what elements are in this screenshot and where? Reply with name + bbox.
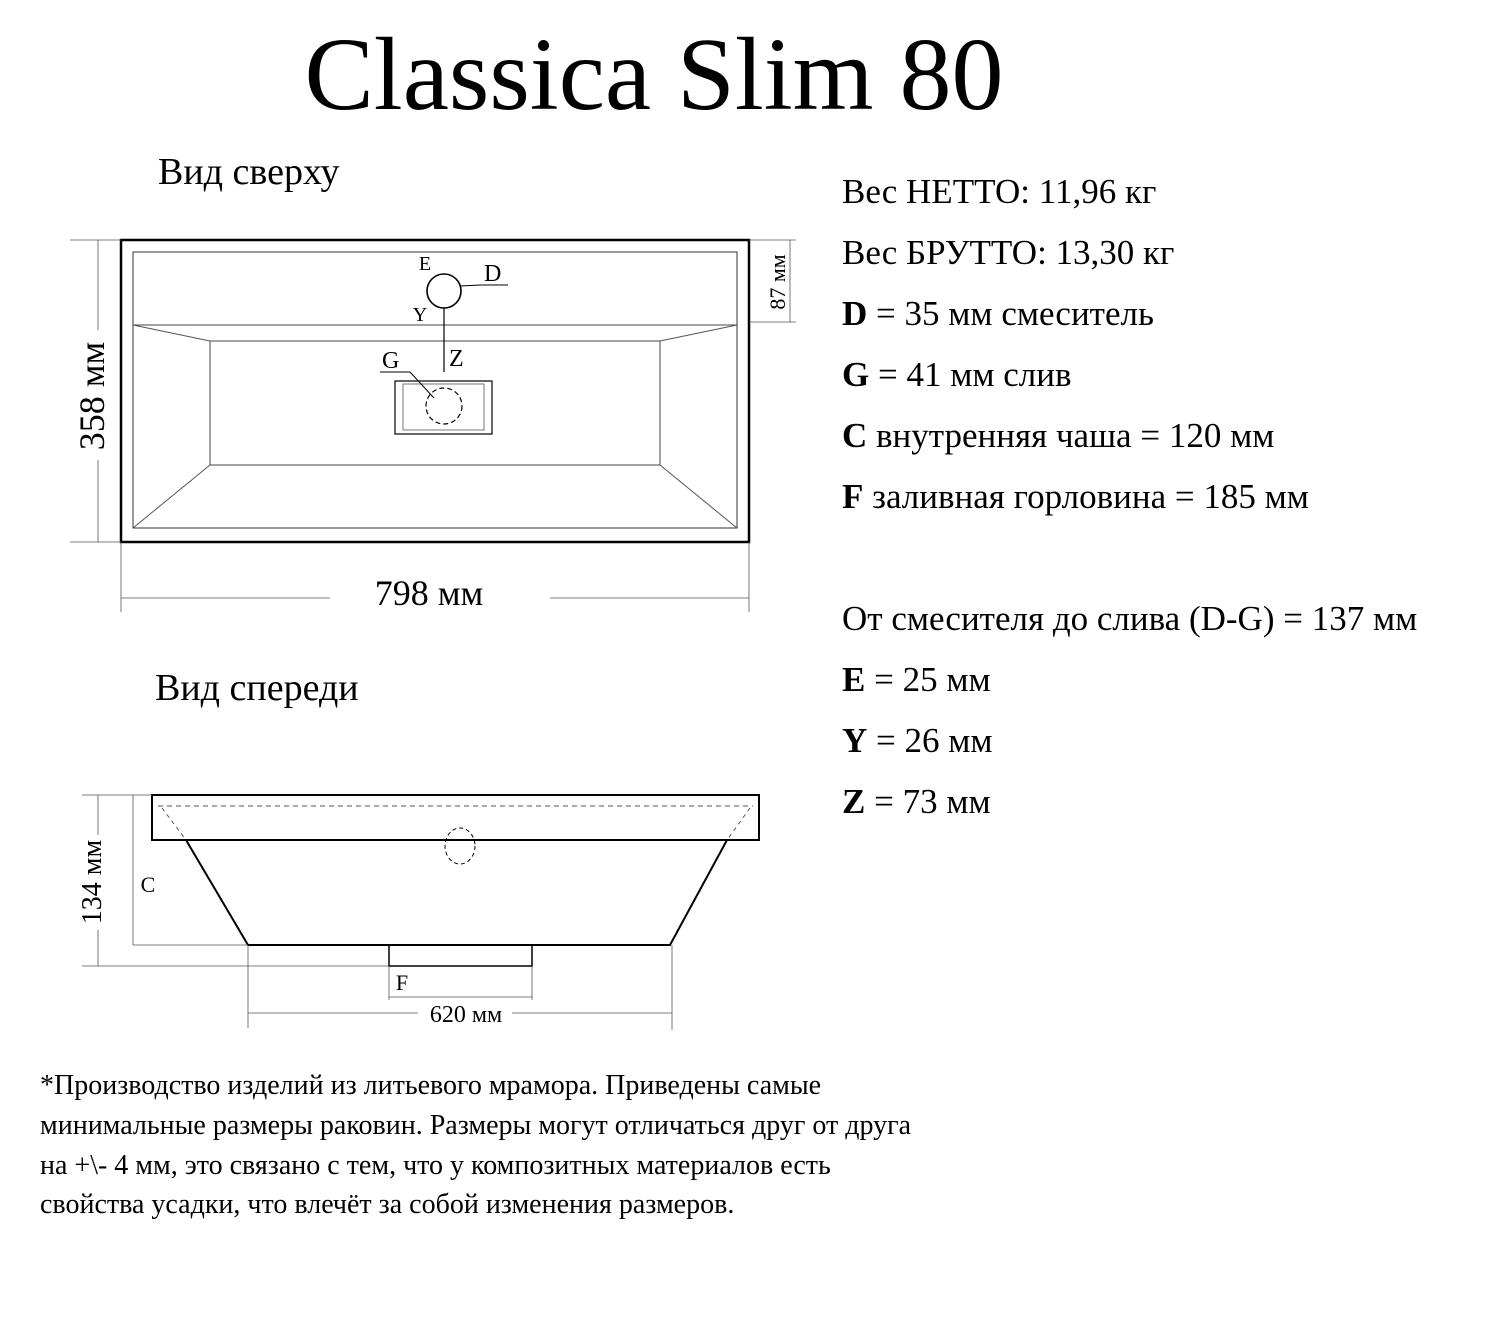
spec-gross-weight: Вес БРУТТО: 13,30 кг: [842, 233, 1175, 272]
label-f: F: [395, 970, 409, 995]
drain-box: [395, 381, 492, 434]
faucet-hole: [427, 274, 461, 308]
spec-d: D = 35 мм смеситель: [842, 294, 1154, 333]
label-d: D: [484, 261, 502, 287]
top-view-heading: Вид сверху: [158, 151, 340, 193]
drain-hole: [426, 388, 462, 424]
dim-ledge: 87 мм: [765, 254, 790, 310]
front-bowl: [186, 840, 727, 945]
footnote: *Производство изделий из литьевого мрамора. Приведены самые минимальные размеры раковин. Размеры могут отличаться друг от друга на +\- 4 мм, это связано с тем, что у композитных материалов есть свойства усадки, что влечёт за собой изменения размеров.: [40, 1070, 911, 1221]
bowl-bottom: [210, 341, 660, 465]
spec-c: C внутренняя чаша = 120 мм: [842, 416, 1275, 455]
spec-d-g: От смесителя до слива (D-G) = 137 мм: [842, 599, 1418, 638]
spec-e: E = 25 мм: [842, 660, 991, 699]
label-y: Y: [412, 304, 428, 326]
dim-top-height: 358 мм: [72, 341, 112, 451]
top-view-drawing: [0, 0, 830, 640]
front-view-heading: Вид спереди: [155, 667, 359, 709]
dim-top-width: 798 мм: [374, 573, 484, 613]
dim-front-bottom: 620 мм: [429, 1002, 503, 1028]
label-z: Z: [449, 346, 464, 372]
spec-z: Z = 73 мм: [842, 782, 991, 821]
spec-g: G = 41 мм слив: [842, 355, 1072, 394]
spec-f: F заливная горловина = 185 мм: [842, 477, 1309, 516]
front-slab: [152, 795, 759, 840]
label-c: C: [140, 872, 156, 897]
page-title: Classica Slim 80: [304, 17, 1004, 132]
spec-y: Y = 26 мм: [842, 721, 993, 760]
front-view-drawing: [0, 760, 830, 1050]
spec-net-weight: Вес НЕТТО: 11,96 кг: [842, 172, 1157, 211]
label-e: E: [418, 253, 432, 275]
front-drain-neck: [389, 945, 532, 966]
label-g: G: [382, 348, 400, 374]
dim-front-height: 134 мм: [77, 839, 108, 925]
